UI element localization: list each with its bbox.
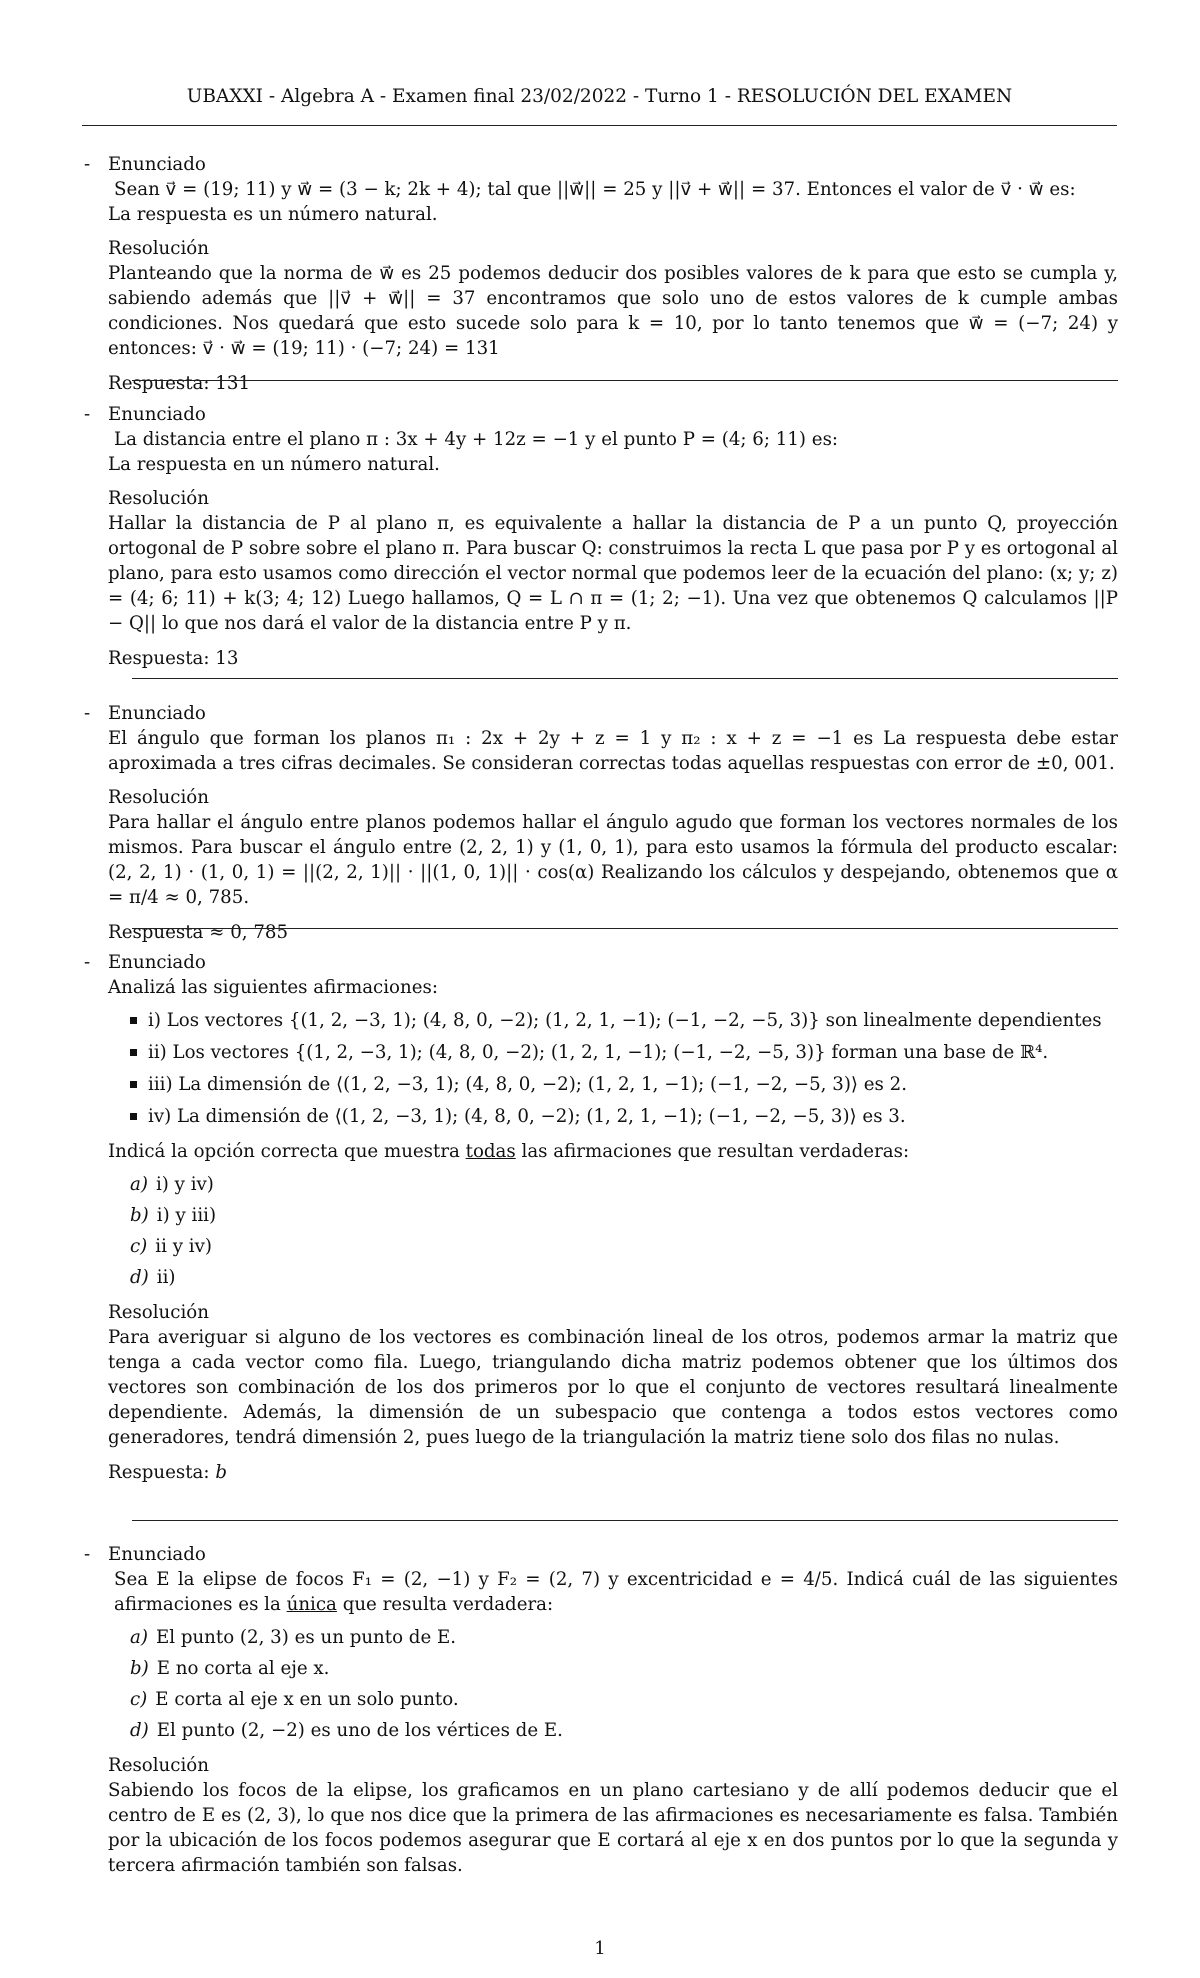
option-a: a) i) y iv) xyxy=(130,1174,214,1195)
resolucion-label: Resolución xyxy=(108,238,209,259)
resolucion-label: Resolución xyxy=(108,787,209,808)
question-2 xyxy=(84,402,1118,671)
page-header: UBAXXI - Algebra A - Examen final 23/02/2022 - Turno 1 - RESOLUCIÓN DEL EXAMEN xyxy=(186,86,1013,107)
list-item: i) Los vectores {(1, 2, −3, 1); (4, 8, 0, −2); (1, 2, 1, −1); (−1, −2, −5, 3)} son linealmente dependientes xyxy=(130,1008,1118,1033)
statement: Sea E la elipse de focos F₁ = (2, −1) y F₂ = (2, 7) y excentricidad e = 4/5. Indicá cuál de las siguientes afirmaciones es la única que resulta verdadera: xyxy=(114,1569,1118,1615)
dash-marker: - xyxy=(84,952,91,973)
enunciado-label: Enunciado xyxy=(108,154,206,175)
question-5 xyxy=(84,1542,1118,1878)
options-list xyxy=(130,1625,1118,1743)
enunciado-label: Enunciado xyxy=(108,703,206,724)
section-divider xyxy=(132,928,1118,929)
option-b: b) i) y iii) xyxy=(130,1205,217,1226)
option-d: d) ii) xyxy=(130,1267,176,1288)
enunciado-label: Enunciado xyxy=(108,404,206,425)
dash-marker: - xyxy=(84,703,91,724)
question-1 xyxy=(84,152,1118,396)
option-b: b) E no corta al eje x. xyxy=(130,1658,330,1679)
dash-marker: - xyxy=(84,154,91,175)
emphasis-underline: única xyxy=(286,1594,337,1615)
section-divider xyxy=(132,1520,1118,1521)
option-a: a) El punto (2, 3) es un punto de E. xyxy=(130,1627,457,1648)
resolucion-label: Resolución xyxy=(108,1302,209,1323)
question-3 xyxy=(84,701,1118,945)
statement-note: La respuesta en un número natural. xyxy=(108,454,440,475)
list-item: ii) Los vectores {(1, 2, −3, 1); (4, 8, 0, −2); (1, 2, 1, −1); (−1, −2, −5, 3)} forman una base de ℝ⁴. xyxy=(130,1040,1118,1065)
answer: Respuesta: 131 xyxy=(108,373,251,394)
statement: La distancia entre el plano π : 3x + 4y + 12z = −1 y el punto P = (4; 6; 11) es: xyxy=(114,429,839,450)
option-c: c) E corta al eje x en un solo punto. xyxy=(130,1689,459,1710)
resolution-text: Planteando que la norma de w⃗ es 25 podemos deducir dos posibles valores de k para que esto se cumpla y, sabiendo además que ||v⃗ + w⃗|| = 37 encontramos que solo uno de estos valores de k cumple ambas condiciones. Nos quedará que esto sucede solo para k = 10, por lo tanto tenemos que w⃗ = (−7; 24) y entonces: v⃗ · w⃗ = (19; 11) · (−7; 24) = 131 xyxy=(108,263,1118,359)
question-4 xyxy=(84,950,1118,1485)
answer: Respuesta ≈ 0, 785 xyxy=(108,922,289,943)
option-d: d) El punto (2, −2) es uno de los vértices de E. xyxy=(130,1720,563,1741)
section-divider xyxy=(132,678,1118,679)
answer: Respuesta: 13 xyxy=(108,648,239,669)
resolution-text: Para hallar el ángulo entre planos podemos hallar el ángulo agudo que forman los vectores normales de los mismos. Para buscar el ángulo entre (2, 2, 1) y (1, 0, 1), para esto usamos la fórmula del producto escalar: (2, 2, 1) · (1, 0, 1) = ||(2, 2, 1)|| · ||(1, 0, 1)|| · cos(α) Realizando los cálculos y despejando, obtenemos que α = π/4 ≈ 0, 785. xyxy=(108,812,1118,908)
list-item: iii) La dimensión de ⟨(1, 2, −3, 1); (4, 8, 0, −2); (1, 2, 1, −1); (−1, −2, −5, 3)⟩ es 2. xyxy=(130,1072,1118,1097)
page-number: 1 xyxy=(594,1938,606,1959)
statement-note: La respuesta es un número natural. xyxy=(108,204,438,225)
section-divider xyxy=(132,380,1118,381)
resolution-text: Para averiguar si alguno de los vectores es combinación lineal de los otros, podemos armar la matriz que tenga a cada vector como fila. Luego, triangulando dicha matriz podemos obtener que los últimos dos vectores son combinación de los dos primeros por lo que el conjunto de vectores resultará linealmente dependiente. Además, la dimensión de un subespacio que contenga a todos estos vectores como generadores, tendrá dimensión 2, pues luego de la triangulación la matriz tiene solo dos filas no nulas. xyxy=(108,1327,1118,1448)
answer: Respuesta: b xyxy=(108,1462,227,1483)
resolucion-label: Resolución xyxy=(108,488,209,509)
statement: El ángulo que forman los planos π₁ : 2x + 2y + z = 1 y π₂ : x + z = −1 es La respuesta debe estar aproximada a tres cifras decimales. Se consideran correctas todas aquellas respuestas con error de ±0, 001. xyxy=(108,728,1118,774)
statement: Sean v⃗ = (19; 11) y w⃗ = (3 − k; 2k + 4); tal que ||w⃗|| = 25 y ||v⃗ + w⃗|| = 37. Entonces el valor de v⃗ · w⃗ es: xyxy=(114,179,1076,200)
resolution-text: Hallar la distancia de P al plano π, es equivalente a hallar la distancia de P a un punto Q, proyección ortogonal de P sobre sobre el plano π. Para buscar Q: construimos la recta L que pasa por P y es ortogonal al plano, para esto usamos como dirección el vector normal que podemos leer de la ecuación del plano: (x; y; z) = (4; 6; 11) + k(3; 4; 12) Luego hallamos, Q = L ∩ π = (1; 2; −1). Una vez que obtenemos Q calculamos ||P − Q|| lo que nos dará el valor de la distancia entre P y π. xyxy=(108,513,1118,634)
resolution-text: Sabiendo los focos de la elipse, los graficamos en un plano cartesiano y de allí podemos deducir que el centro de E es (2, 3), lo que nos dice que la primera de las afirmaciones es necesariamente es falsa. También por la ubicación de los focos podemos asegurar que E cortará al eje x en dos puntos por lo que la segunda y tercera afirmación también son falsas. xyxy=(108,1780,1118,1876)
option-c: c) ii y iv) xyxy=(130,1236,212,1257)
header-rule xyxy=(82,125,1117,126)
statement-list xyxy=(130,1008,1118,1129)
options-list xyxy=(130,1172,1118,1290)
enunciado-label: Enunciado xyxy=(108,1544,206,1565)
resolucion-label: Resolución xyxy=(108,1755,209,1776)
dash-marker: - xyxy=(84,404,91,425)
statement: Analizá las siguientes afirmaciones: xyxy=(108,977,438,998)
emphasis-underline: todas xyxy=(465,1141,516,1162)
list-item: iv) La dimensión de ⟨(1, 2, −3, 1); (4, 8, 0, −2); (1, 2, 1, −1); (−1, −2, −5, 3)⟩ es 3. xyxy=(130,1104,1118,1129)
instruction: Indicá la opción correcta que muestra todas las afirmaciones que resultan verdaderas: xyxy=(108,1141,910,1162)
dash-marker: - xyxy=(84,1544,91,1565)
enunciado-label: Enunciado xyxy=(108,952,206,973)
